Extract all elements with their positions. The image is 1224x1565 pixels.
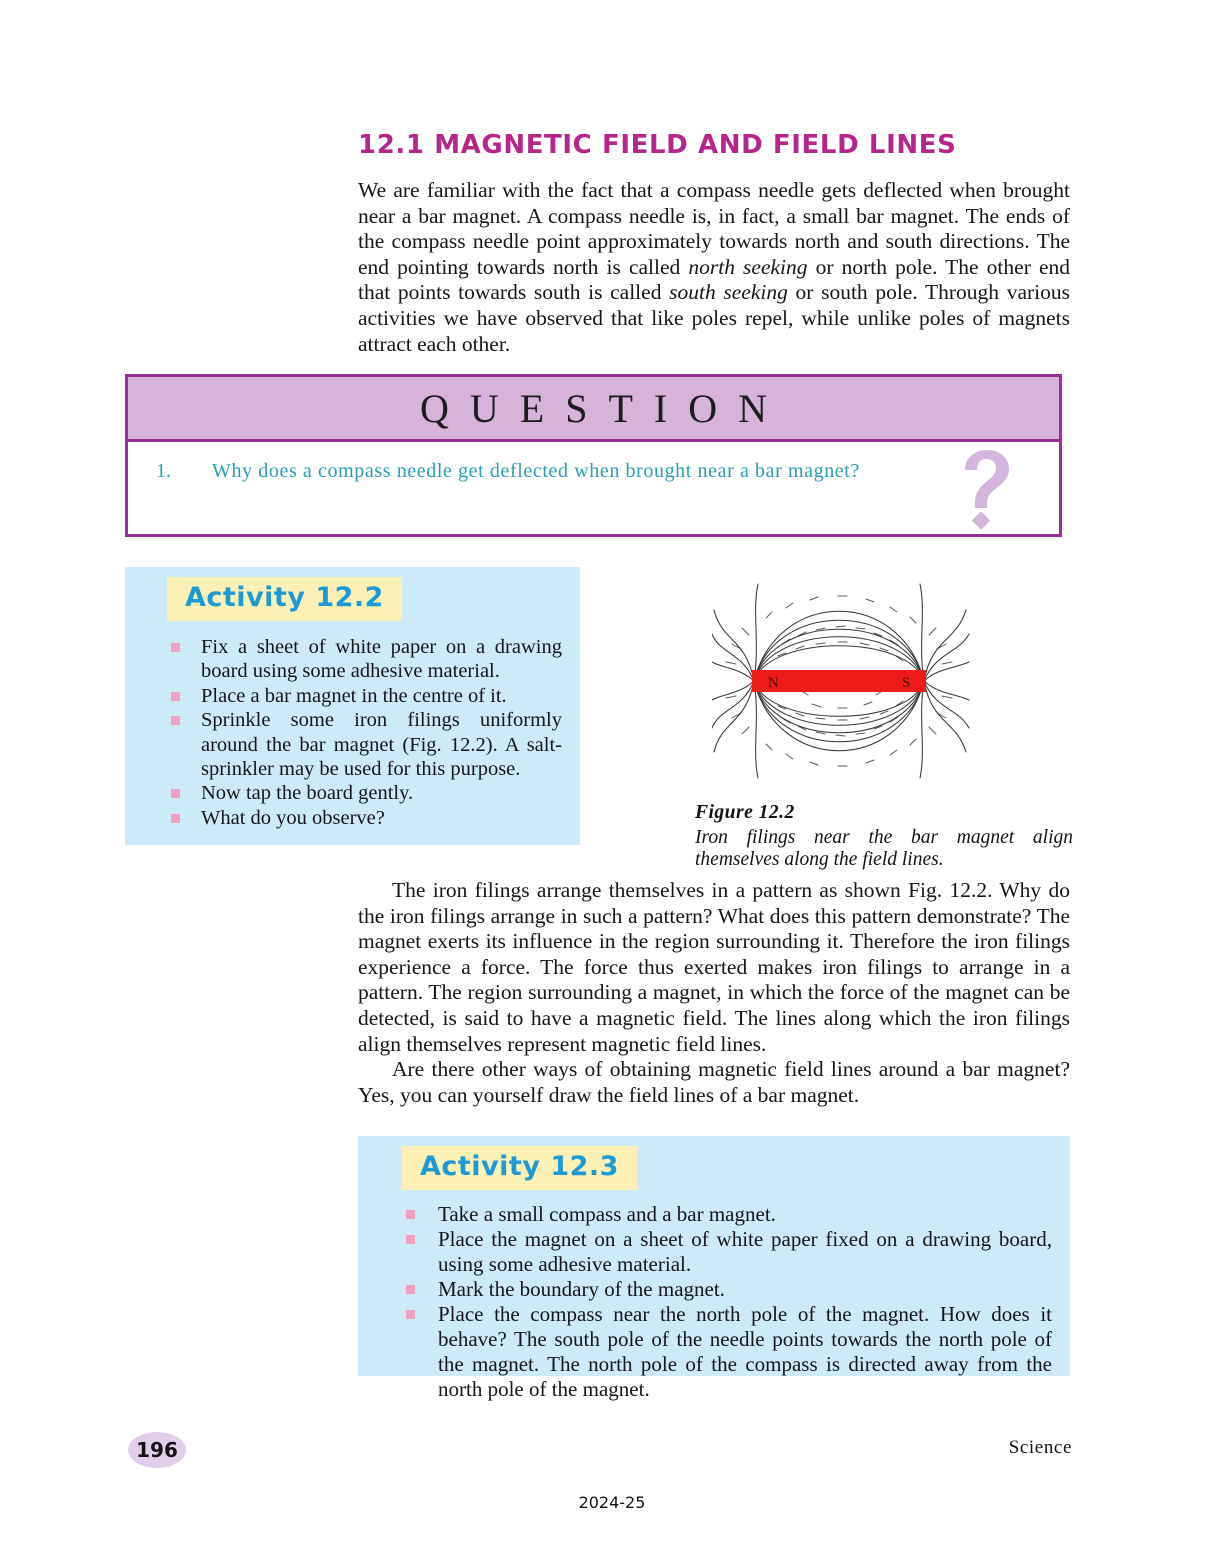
list-item xyxy=(402,1202,1052,1227)
question-number: 1. xyxy=(156,460,171,482)
list-item xyxy=(402,1277,1052,1302)
page-number-badge: 196 xyxy=(128,1432,186,1468)
figure-12-2 xyxy=(695,582,1073,872)
square-bullet-icon xyxy=(406,1285,415,1294)
activity-badge-12-2: Activity 12.2 xyxy=(167,577,402,621)
list-item xyxy=(167,708,562,781)
list-item xyxy=(167,806,562,830)
intro-paragraph xyxy=(358,178,1070,357)
question-item xyxy=(156,458,969,484)
body-paragraph-block xyxy=(358,878,1070,1108)
list-item-text: Fix a sheet of white paper on a drawing board using some adhesive material. xyxy=(201,636,562,683)
page-title: 12.1 MAGNETIC FIELD AND FIELD LINES xyxy=(358,130,957,160)
list-item-text: Now tap the board gently. xyxy=(201,782,414,805)
figure-description: Iron filings near the bar magnet align themselves along the field lines. xyxy=(695,826,1073,870)
body-paragraph-2: Are there other ways of obtaining magnetic field lines around a bar magnet? Yes, you can yourself draw the field lines of a bar magnet. xyxy=(358,1057,1070,1107)
footer-subject: Science xyxy=(1008,1437,1072,1458)
list-item-text: What do you observe? xyxy=(201,806,385,829)
activity-12-2-list xyxy=(139,635,566,830)
square-bullet-icon xyxy=(406,1235,415,1244)
list-item-text: Place a bar magnet in the centre of it. xyxy=(201,684,507,707)
list-item xyxy=(402,1227,1052,1277)
intro-italic-south-seeking: south seeking xyxy=(669,280,788,305)
list-item-text: Take a small compass and a bar magnet. xyxy=(438,1202,776,1226)
square-bullet-icon xyxy=(171,692,180,701)
square-bullet-icon xyxy=(171,789,180,798)
question-text: Why does a compass needle get deflected when brought near a bar magnet? xyxy=(212,460,860,482)
intro-text-part-3: or south pole. Through various activities we have observed that like poles repel, while unlike poles of magnets attract each other. xyxy=(358,280,1070,356)
question-box xyxy=(125,374,1062,537)
figure-label: Figure 12.2 xyxy=(695,802,795,823)
figure-caption xyxy=(695,802,1073,872)
iron-filings-photo xyxy=(712,582,970,780)
magnet-north-label: N xyxy=(768,675,779,691)
activity-box-12-2 xyxy=(125,567,580,845)
list-item-text: Sprinkle some iron filings uniformly around the bar magnet (Fig. 12.2). A salt-sprinkler may be used for this purpose. xyxy=(201,709,562,781)
body-paragraph-1: The iron filings arrange themselves in a pattern as shown Fig. 12.2. Why do the iron filings arrange in such a pattern? What does this pattern demonstrate? The magnet exerts its influence in the region surrounding it. Therefore the iron filings experience a force. The force thus exerted makes iron filings to arrange in a pattern. The region surrounding a magnet, in which the force of the magnet can be detected, is said to have a magnetic field. The lines along which the iron filings align themselves represent magnetic field lines. xyxy=(358,878,1070,1056)
list-item xyxy=(402,1302,1052,1402)
intro-italic-north-seeking: north seeking xyxy=(688,254,808,279)
list-item xyxy=(167,684,562,708)
square-bullet-icon xyxy=(171,716,180,725)
activity-12-3-list xyxy=(372,1202,1056,1402)
magnet-south-label: S xyxy=(902,675,911,691)
list-item-text: Place the compass near the north pole of the magnet. How does it behave? The south pole of the needle points towards the north pole of the magnet. The north pole of the compass is directed away from the north pole of the magnet. xyxy=(438,1302,1052,1401)
square-bullet-icon xyxy=(171,814,180,823)
activity-box-12-3 xyxy=(358,1136,1070,1401)
intro-text-part-1: We are familiar with the fact that a compass needle gets deflected when brought near a bar magnet. A compass needle is, in fact, a small bar magnet. The ends of the compass needle point approximately towards north and south directions. The end pointing towards north is called xyxy=(358,178,1070,279)
square-bullet-icon xyxy=(171,643,180,652)
square-bullet-icon xyxy=(406,1210,415,1219)
square-bullet-icon xyxy=(406,1310,415,1319)
list-item-text: Place the magnet on a sheet of white paper fixed on a drawing board, using some adhesive material. xyxy=(438,1227,1052,1276)
question-box-title: QUESTION xyxy=(420,385,788,431)
list-item xyxy=(167,635,562,684)
footer-year: 2024-25 xyxy=(578,1493,646,1512)
list-item xyxy=(167,781,562,805)
question-box-body xyxy=(128,442,1059,534)
intro-text-part-2: or north pole. The other end that points towards south is called xyxy=(358,254,1070,305)
list-item-text: Mark the boundary of the magnet. xyxy=(438,1277,725,1301)
question-box-header xyxy=(128,377,1059,442)
intro-paragraph-block xyxy=(358,178,1070,357)
activity-badge-12-3: Activity 12.3 xyxy=(402,1146,637,1190)
